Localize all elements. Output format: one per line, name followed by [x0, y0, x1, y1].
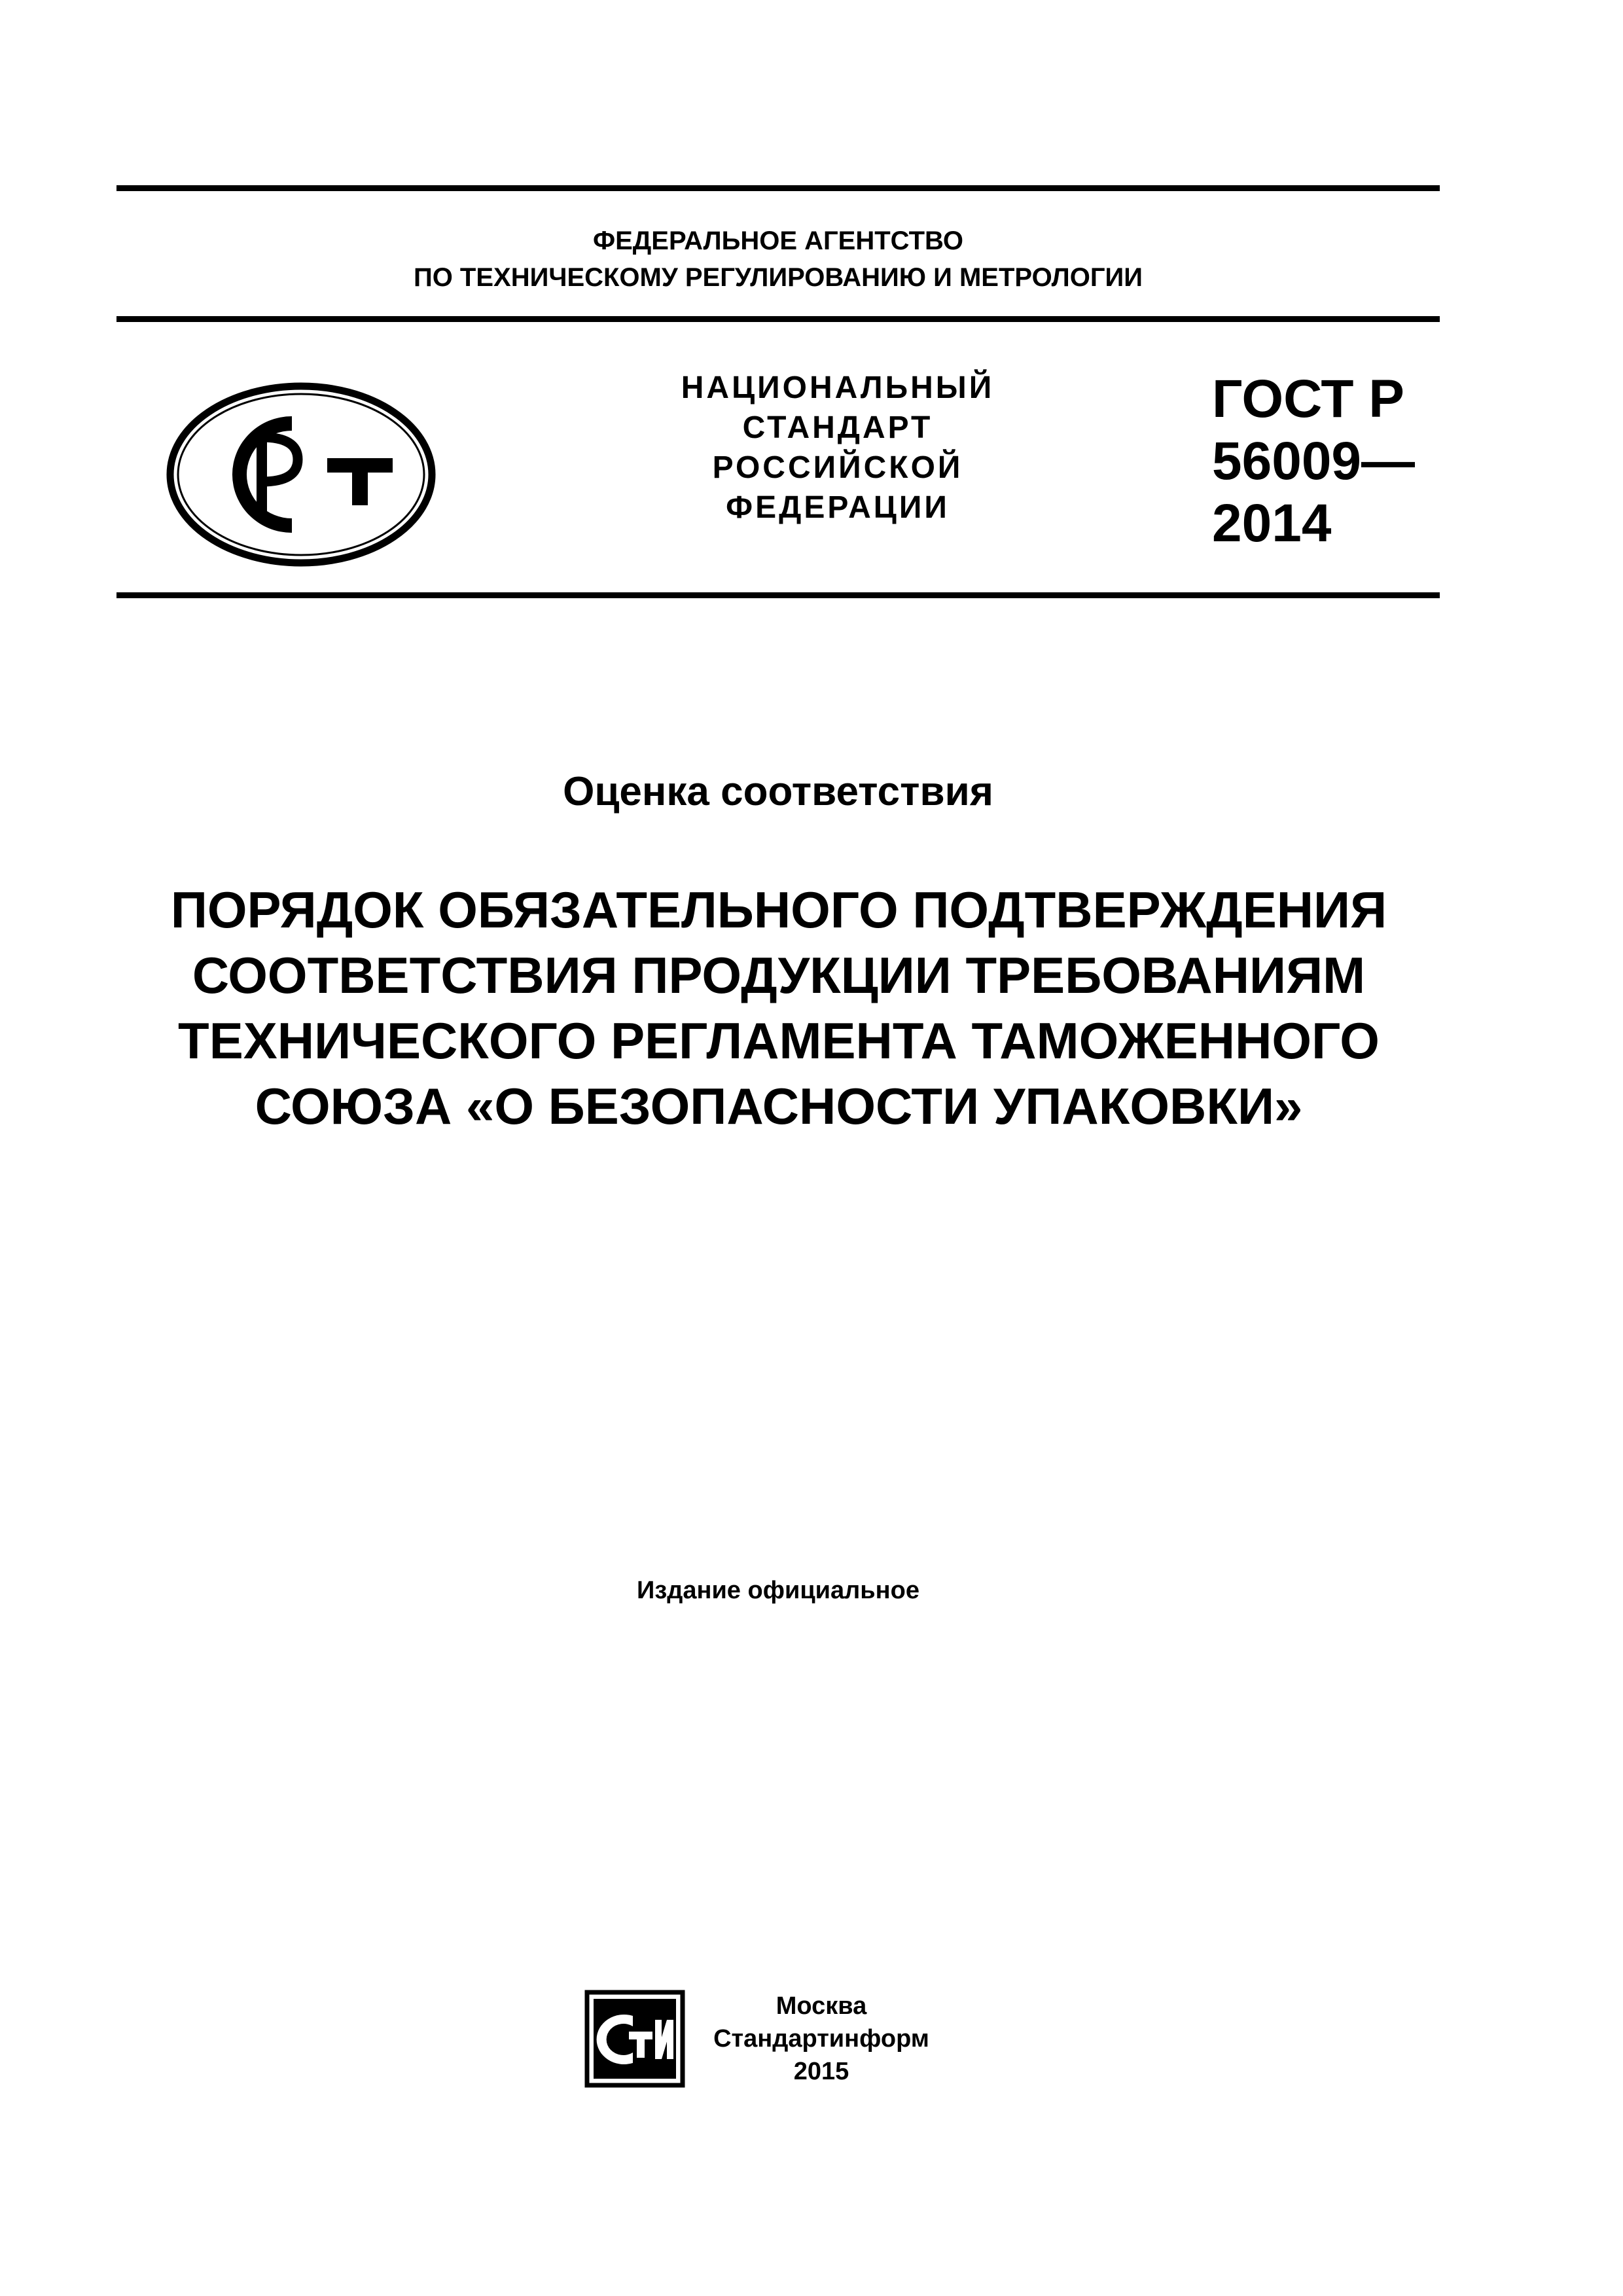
- edition-label: Издание официальное: [637, 1577, 919, 1604]
- agency-line-1: ФЕДЕРАЛЬНОЕ АГЕНТСТВО: [592, 226, 964, 255]
- standard-designation: [1212, 368, 1415, 554]
- imprint-city: Москва: [776, 1992, 867, 2020]
- title-line-2: СООТВЕТСТВИЯ ПРОДУКЦИИ ТРЕБОВАНИЯМ: [192, 946, 1366, 1004]
- document-title: [92, 877, 1466, 1139]
- title-line-3: ТЕХНИЧЕСКОГО РЕГЛАМЕНТА ТАМОЖЕННОГО: [178, 1012, 1380, 1069]
- rst-conformity-mark-icon: [164, 380, 438, 569]
- agency-name: [116, 223, 1440, 296]
- standard-type-line-3: РОССИЙСКОЙ: [712, 450, 963, 485]
- top-rule: [116, 185, 1440, 191]
- designation-line-2: 56009—: [1212, 431, 1416, 491]
- agency-line-2: ПО ТЕХНИЧЕСКОМУ РЕГУЛИРОВАНИЮ И МЕТРОЛОГИИ: [413, 263, 1143, 292]
- imprint-year: 2015: [793, 2058, 849, 2085]
- document-subtitle: Оценка соответствия: [563, 769, 993, 814]
- standard-type-line-2: СТАНДАРТ: [742, 410, 933, 445]
- designation-line-1: ГОСТ Р: [1212, 369, 1404, 429]
- standard-type: [628, 368, 1047, 528]
- standard-type-line-4: ФЕДЕРАЦИИ: [726, 490, 950, 525]
- publisher-imprint: [713, 1990, 929, 2088]
- standard-type-line-1: НАЦИОНАЛЬНЫЙ: [681, 370, 995, 405]
- title-line-1: ПОРЯДОК ОБЯЗАТЕЛЬНОГО ПОДТВЕРЖДЕНИЯ: [170, 881, 1387, 939]
- imprint-publisher: Стандартинформ: [713, 2025, 929, 2053]
- bottom-header-rule: [116, 592, 1440, 598]
- standartinform-logo-icon: [584, 1990, 685, 2088]
- title-line-4: СОЮЗА «О БЕЗОПАСНОСТИ УПАКОВКИ»: [255, 1077, 1303, 1135]
- designation-line-3: 2014: [1212, 493, 1332, 553]
- header-rule: [116, 316, 1440, 322]
